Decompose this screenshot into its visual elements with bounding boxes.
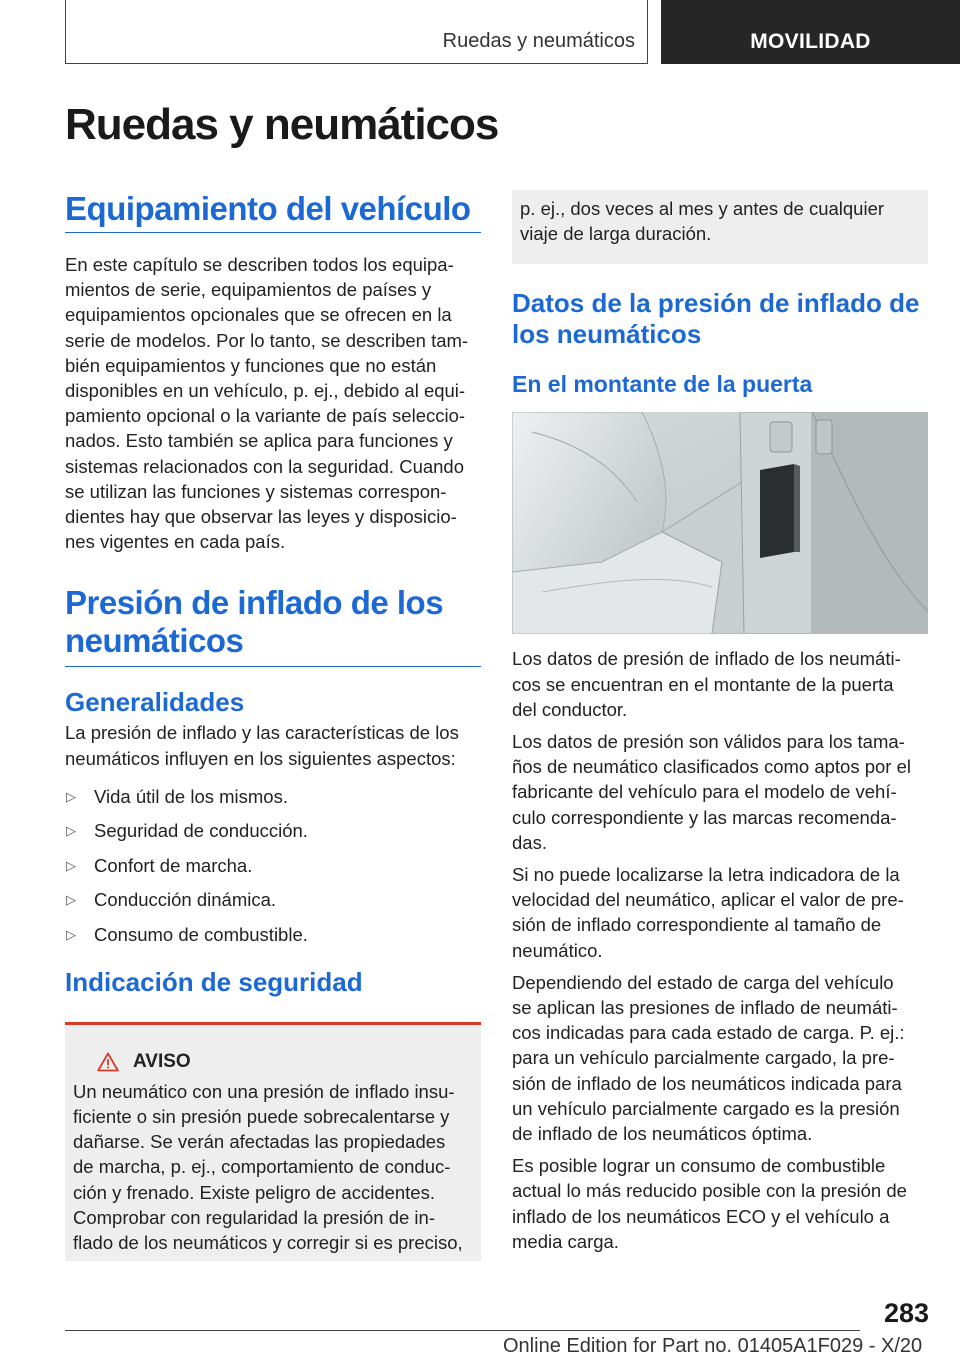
list-item: ▷ Vida útil de los mismos. xyxy=(66,785,288,807)
header-chapter-tab xyxy=(65,0,648,64)
paragraph-4: Dependiendo del estado de carga del vehículo se aplican las presiones de inflado de neumáti- cos indicadas para cada estado de carga. P. ej.: para un vehículo parcialmente cargado, la pre- sión de inflado de los neumáticos indicada para un vehículo parcialmente cargado es la presión de inflado de los neumáticos óptima. xyxy=(512,971,905,1145)
warning-label: AVISO xyxy=(133,1050,191,1072)
heading-equipamiento: Equipamiento del vehículo xyxy=(65,190,481,233)
heading-seguridad: Indicación de seguridad xyxy=(65,966,363,997)
triangle-bullet-icon: ▷ xyxy=(66,926,76,942)
warning-triangle-icon xyxy=(97,1052,119,1072)
paragraph-5: Es posible lograr un consumo de combustible actual lo más reducido posible con la presión de inflado de los neumáticos ECO y el vehículo a media carga. xyxy=(512,1155,907,1252)
header-chapter-label: Ruedas y neumáticos xyxy=(442,30,635,52)
page-number: 283 xyxy=(883,1298,929,1328)
equipamiento-text: En este capítulo se describen todos los equipa- mientos de serie, equipamientos de países y equipamientos opcionales que se ofrecen en la serie de modelos. Por lo tanto, se describen tam- bién equipamientos y funciones que no están disponibles en un vehículo, p. ej., debido al equi- pamiento opcional o la variante de país seleccio- nados. Esto también se aplica para funciones y sistemas relacionados con la seguridad. Cuando se utilizan las funciones y sistemas correspon- dientes hay que observar las leyes y disposicio- nes vigentes en cada país. xyxy=(65,254,469,553)
montante-paragraphs xyxy=(512,646,928,1254)
header-section-label: MOVILIDAD xyxy=(750,30,871,53)
door-pillar-photo xyxy=(512,412,928,634)
triangle-bullet-icon: ▷ xyxy=(66,892,76,908)
generalidades-intro: La presión de inflado y las características de los neumáticos influyen en los siguientes aspectos: xyxy=(65,722,459,769)
triangle-bullet-icon: ▷ xyxy=(66,857,76,873)
heading-montante: En el montante de la puerta xyxy=(512,371,813,398)
left-column xyxy=(65,190,481,1261)
triangle-bullet-icon: ▷ xyxy=(66,823,76,839)
header-section-tab xyxy=(661,0,960,64)
right-column xyxy=(512,190,928,1254)
footer-edition-text: Online Edition for Part no. 01405A1F029 - X/20 xyxy=(503,1335,923,1357)
paragraph-1: Los datos de presión de inflado de los neumáti- cos se encuentran en el montante de la puerta del conductor. xyxy=(512,648,901,720)
heading-datos-presion: Datos de la presión de inflado de los neumáticos xyxy=(512,288,920,350)
warning-text: Un neumático con una presión de inflado insu- ficiente o sin presión puede sobrecalentarse y dañarse. Se verán afectadas las propiedades de marcha, p. ej., comportamiento de conduc- ción y frenado. Existe peligro de accidentes. Comprobar con regularidad la presión de in- flado de los neumáticos y corregir si es preciso, xyxy=(73,1080,463,1254)
list-item: ▷ Consumo de combustible. xyxy=(66,923,308,945)
warning-continuation-text: p. ej., dos veces al mes y antes de cualquier viaje de larga duración. xyxy=(520,198,885,245)
list-item: ▷ Confort de marcha. xyxy=(66,854,253,876)
paragraph-3: Si no puede localizarse la letra indicadora de la velocidad del neumático, aplicar el valor de pre- sión de inflado correspondiente al tamaño de neumático. xyxy=(512,864,904,961)
page-title: Ruedas y neumáticos xyxy=(65,100,499,149)
list-item: ▷ Seguridad de conducción. xyxy=(66,820,308,842)
aspects-list xyxy=(65,784,481,947)
heading-presion: Presión de inflado de los neumáticos xyxy=(65,584,481,667)
triangle-bullet-icon: ▷ xyxy=(66,788,76,804)
footer-rule xyxy=(65,1330,860,1331)
list-item: ▷ Conducción dinámica. xyxy=(66,889,277,911)
warning-box xyxy=(65,1022,481,1261)
heading-generalidades: Generalidades xyxy=(65,687,245,718)
warning-continuation-box xyxy=(512,190,928,264)
warning-header xyxy=(97,1051,473,1073)
paragraph-2: Los datos de presión son válidos para los tama- ños de neumático clasificados como aptos por el fabricante del vehículo para el modelo de vehí- culo correspondiente y las marcas recomenda- das. xyxy=(512,731,911,853)
